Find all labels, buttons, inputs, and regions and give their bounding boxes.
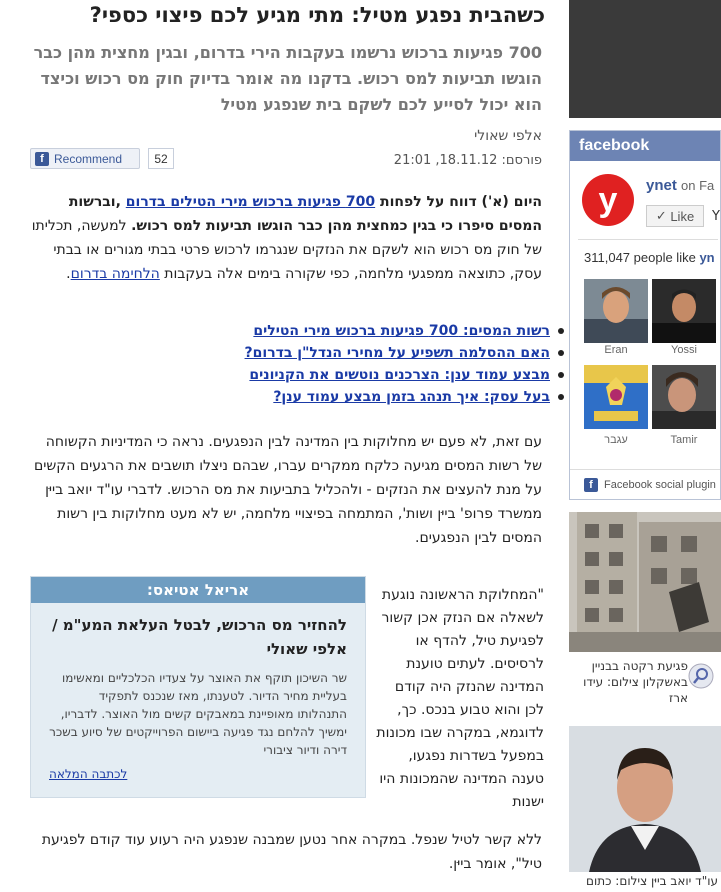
bullet-icon: [558, 350, 564, 356]
list-item: [240, 364, 550, 386]
lawyer-portrait-photo[interactable]: [569, 726, 721, 872]
related-link[interactable]: מבצע עמוד ענן: הצרכנים נוטשים את הקניונים: [249, 367, 550, 383]
fan-avatar[interactable]: [584, 279, 648, 343]
article-subtitle: 700 פגיעות ברכוש נרשמו בעקבות הירי בדרום, ובגין מחצית מהן כבר הוגשו תביעות למס רכוש. בדקנו מה אומר בדיוק חוק מס רכוש וכיצד הוא יכול לסייע לכם לשקם בית שנפגע מטיל: [33, 43, 542, 114]
lead-intro: היום (א') דווח על לפחות: [375, 194, 542, 210]
rocket-damage-photo[interactable]: [569, 512, 721, 652]
lead-rest: למעשה, תכליתו של חוק מס רכוש הוא לשקם את הנזקים שנגרמו לרכוש פרטי בבתי מגורים או בבתי עסק, כתוצאה ממפגעי מלחמה, כפי שקורה בימים אלה בעקבות: [31, 218, 542, 282]
facebook-icon: f: [35, 152, 49, 166]
related-link[interactable]: האם ההסלמה תשפיע על מחירי הנדל"ן בדרום?: [244, 345, 550, 361]
like-extra: Y: [712, 209, 720, 224]
fan-avatar[interactable]: [584, 365, 648, 429]
lead-link-700[interactable]: 700 פגיעות ברכוש מירי הטילים בדרום: [125, 194, 376, 210]
list-item: [240, 342, 550, 364]
lead-continuation: ,וברשות המסים סיפרו כי בגין כמחצית מהן כבר הוגשו תביעות למס רכוש.: [68, 194, 542, 234]
ynet-page-name[interactable]: ynet on Fa: [646, 177, 715, 194]
list-item: [240, 386, 550, 408]
facebook-footer-label: Facebook social plugin: [604, 478, 716, 491]
bullet-icon: [558, 394, 564, 400]
bullet-icon: [558, 372, 564, 378]
related-links-list: [240, 320, 550, 408]
zoom-icon[interactable]: [688, 663, 714, 689]
related-link[interactable]: רשות המסים: 700 פגיעות ברכוש מירי הטילים: [253, 323, 550, 339]
divider: [578, 239, 718, 240]
author-name[interactable]: אלפי שאולי: [474, 128, 542, 144]
facebook-plugin-footer[interactable]: [570, 469, 720, 499]
recommend-count: 52: [148, 148, 174, 169]
facebook-header: facebook: [570, 131, 720, 161]
bullet-icon: [558, 328, 564, 334]
article-paragraph-tail: ללא קשר לטיל שנפל. במקרה אחר נטען שמבנה שנפגע היה רעוע עוד קודם לפגיעת טיל", אומר בייּן.: [41, 832, 542, 872]
fan-name[interactable]: עגבר: [604, 434, 628, 446]
facebook-recommend-button[interactable]: [30, 148, 140, 169]
ad-banner[interactable]: [569, 0, 721, 118]
related-box-text: שר השיכון תוקף את האוצר על צעדיו הכלכליים ומאשימו בעליית מחיר הדיור. לטענתו, מאז שנכנס לתפקיד התנהלותו מאופיינת במאבקים קשים מול האוצר. לדבריו, ימשיך להלחם נגד פגיעה ביישום הפרוייקטים של סיוע בשכר דירה ודיור ציבורי: [49, 671, 347, 757]
facebook-like-box: [569, 130, 721, 500]
article-headline: כשהבית נפגע מטיל: מתי מגיע לכם פיצוי כספי?: [89, 3, 545, 27]
recommend-label: Recommend: [54, 151, 123, 166]
related-article-box: [30, 576, 366, 798]
related-box-header: אריאל אטיאס:: [31, 577, 365, 603]
fan-name[interactable]: Yossi: [671, 344, 697, 356]
facebook-icon: f: [584, 478, 598, 492]
facebook-like-button[interactable]: ✓ Like: [646, 205, 704, 227]
fan-name[interactable]: Tamir: [670, 434, 698, 446]
lead-end: .: [66, 266, 71, 282]
article-lead: [30, 190, 542, 286]
ynet-logo[interactable]: y: [582, 174, 634, 226]
related-link[interactable]: בעל עסק: איך תנהג בזמן מבצע עמוד ענן?: [273, 389, 550, 405]
publish-date: פורסם: 18.11.12, 21:01: [393, 153, 542, 168]
lead-link-fighting[interactable]: הלחימה בדרום: [70, 266, 160, 282]
fan-avatar[interactable]: [652, 365, 716, 429]
article-quote: "המחלוקת הראשונה נוגעת לשאלה אם הנזק אכן קשור לפגיעת טיל, להדף או לרסיסים. לעתים טוענת המדינה שהנזק היה קודם לכן והוא טבוע בנכס. כך, לדוגמא, במקרה שבו מכונות במפעל בשדרות נפגעו, טענה המדינה שהמכונות היו ישנות: [376, 587, 544, 810]
article-paragraph: עם זאת, לא פעם יש מחלוקות בין המדינה לבין הנפגעים. נראה כי המדיניות הקשוחה של רשות המסים מגיעה כלקח ממקרים עברו, שבהם ניצלו תושבים את הרגעים הקשים על מנת להעצים את הנזקים - ולהכליל בתביעות את מס הרכוש. לדברי עו"ד יואב בייּן ממשרד פרופ' בייּן ושות', המתמחה בפיצויי מלחמה, יש לא מעט מחלוקות בין רשות המסים לבין הנפגעים.: [33, 434, 542, 546]
photo-caption: פגיעת רקטה בבניין באשקלון צילום: עידו ארז: [583, 659, 688, 705]
fan-name[interactable]: Eran: [604, 344, 628, 356]
fan-avatar[interactable]: [652, 279, 716, 343]
related-box-title[interactable]: להחזיר מס הרכוש, לבטל העלאת המע"מ / אלפי שאולי: [52, 616, 347, 658]
photo-caption: עו"ד יואב בייּן צילום: כתום: [586, 874, 718, 888]
read-more-link[interactable]: לכתבה המלאה: [49, 767, 128, 781]
likes-count: 311,047 people like yn: [584, 250, 715, 265]
list-item: [240, 320, 550, 342]
